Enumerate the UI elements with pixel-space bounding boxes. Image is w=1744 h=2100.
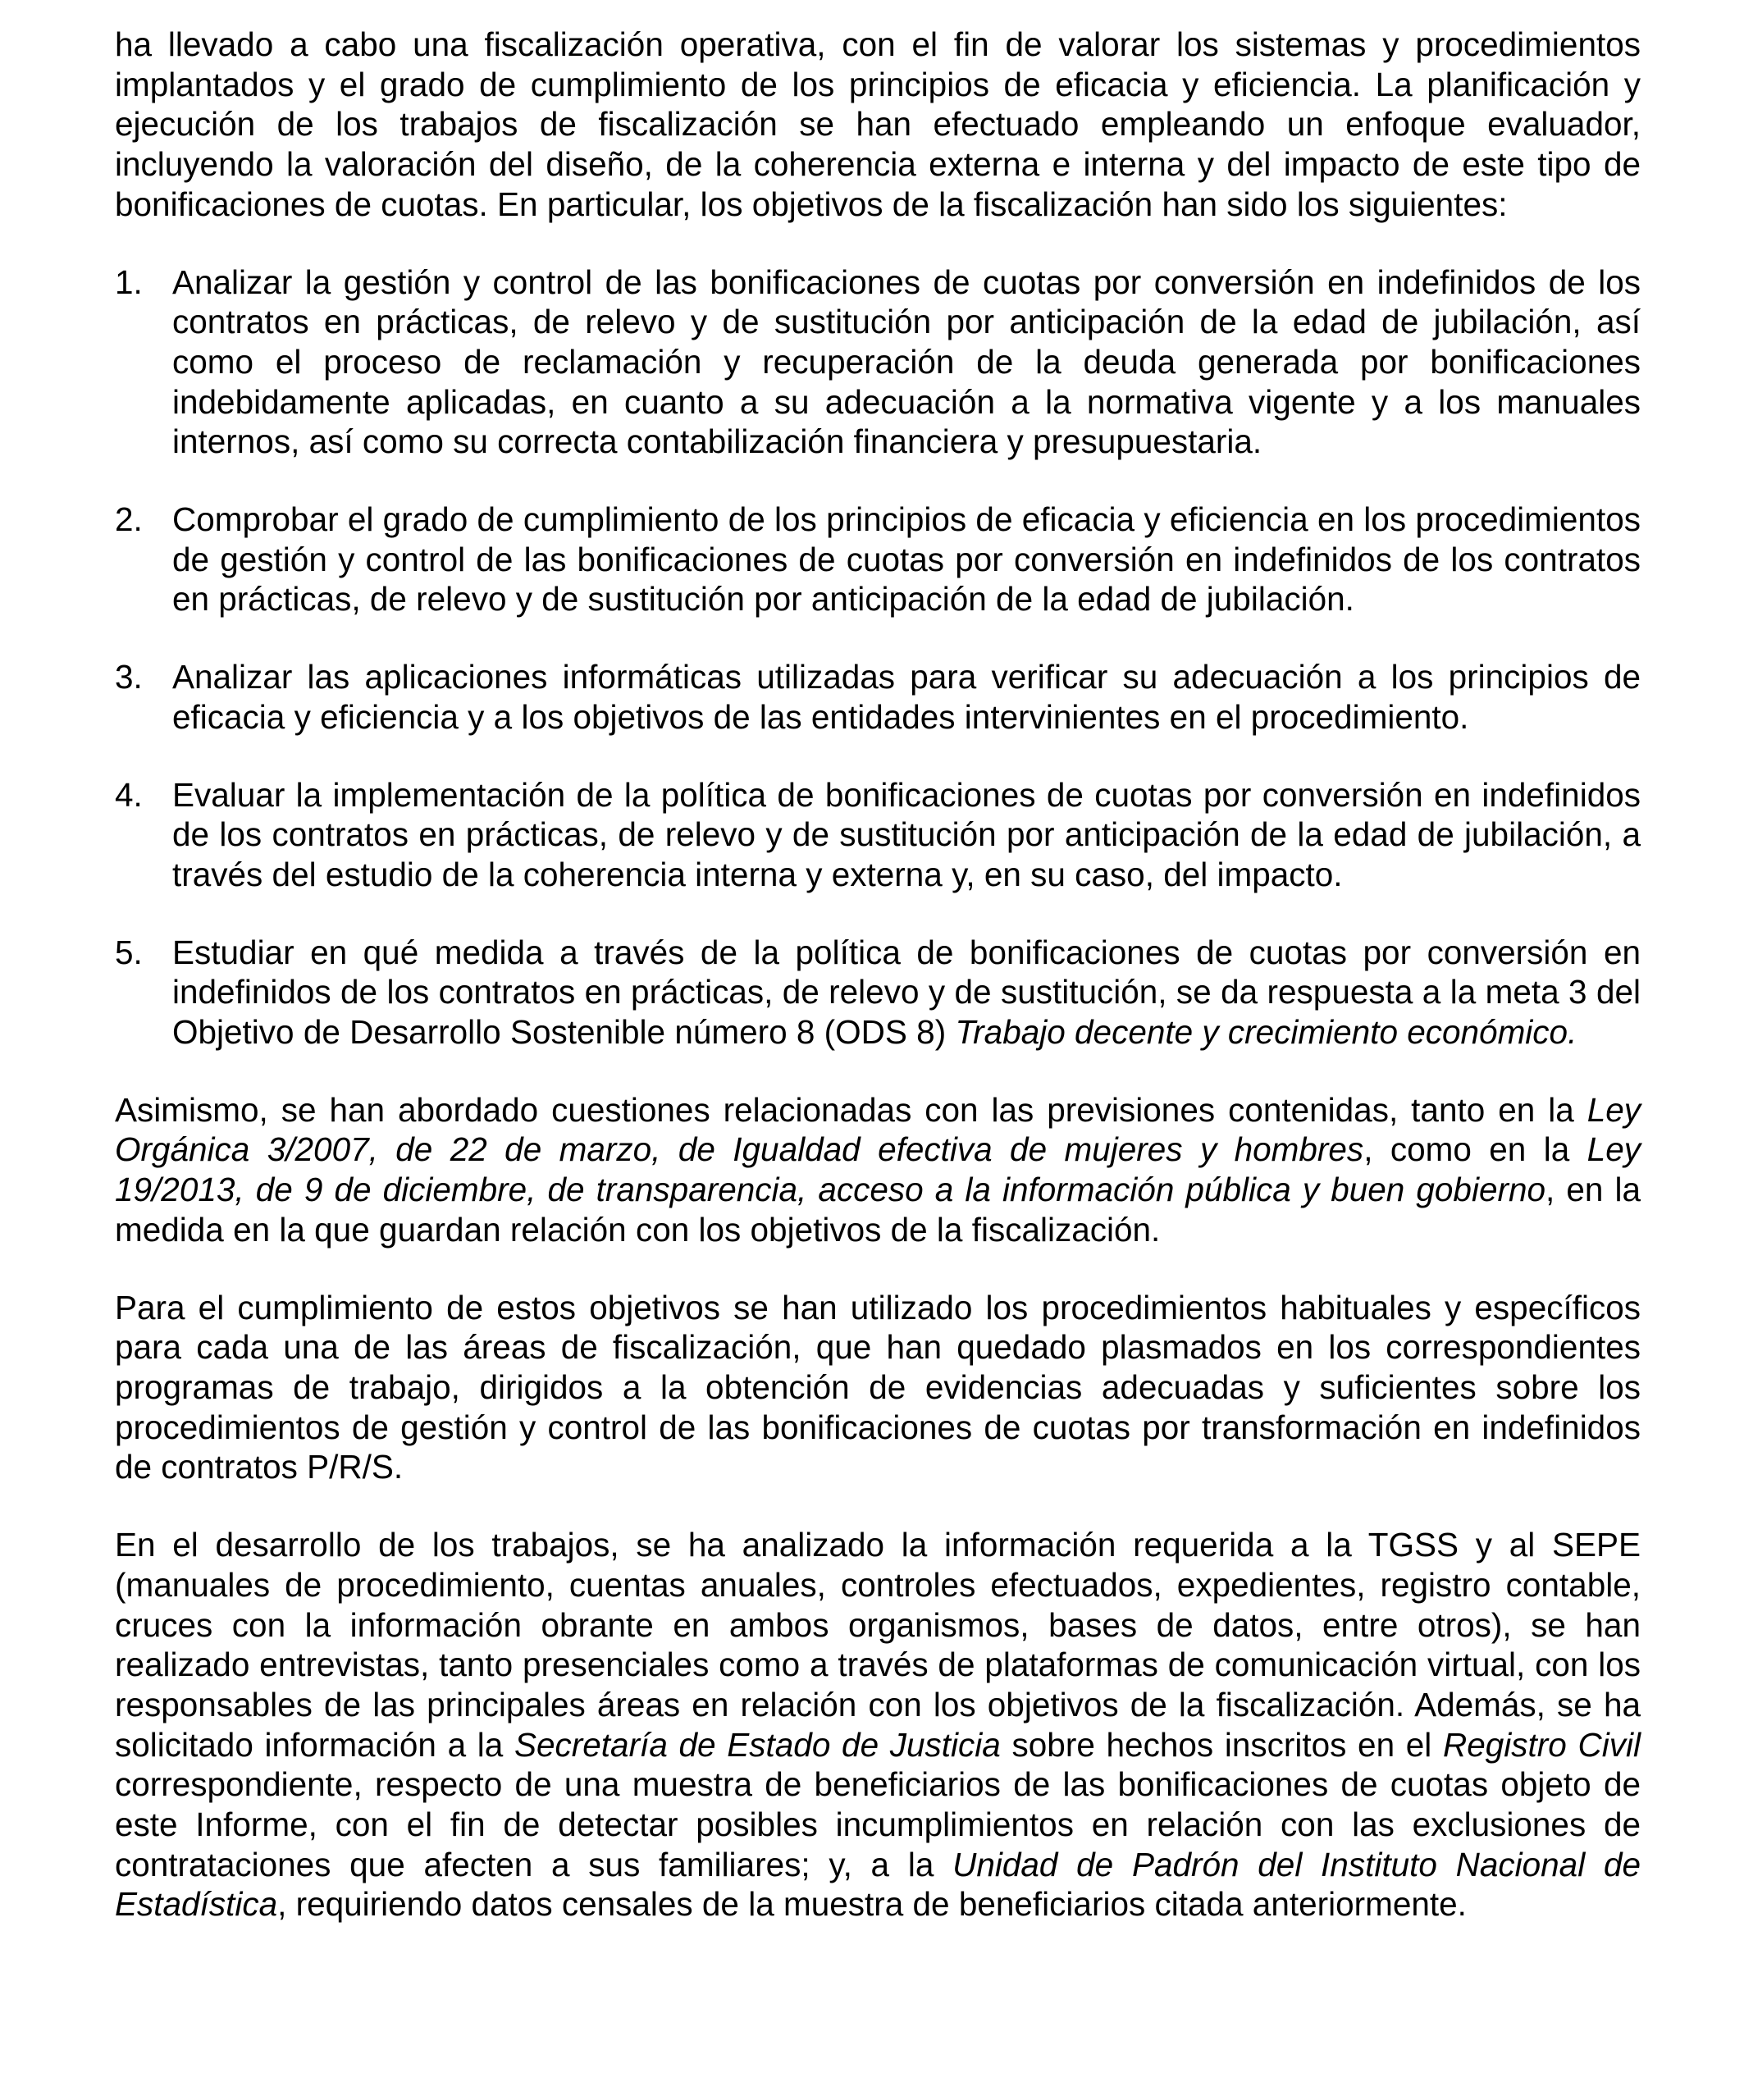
- objective-text: Comprobar el grado de cumplimiento de los principios de eficacia y eficiencia en los procedimientos de gestión y control de las bonificaciones de cuotas por conversión en indefinidos de los contratos en prácticas, de relevo y de sustitución por anticipación de la edad de jubilación.: [172, 500, 1641, 619]
- institution-reference: Secretaría de Estado de Justicia: [514, 1725, 1001, 1764]
- text-run: Asimismo, se han abordado cuestiones relacionadas con las previsiones contenidas, tanto en la: [115, 1090, 1587, 1129]
- text-run: En el desarrollo de los trabajos, se ha analizado la información requerida a la TGSS y al SEPE (manuales de procedimiento, cuentas anuales, controles efectuados, expedientes, registro contable, cruces con la información obrante en ambos organismos, bases de datos, entre otros), se han realizado entrevistas, tanto presenciales como a través de plataformas de comunicación virtual, con los responsables de las principales áreas en relación con los objetivos de la fiscalización. Además, se ha solicitado información a la: [115, 1526, 1641, 1764]
- text-run: , como en la: [1363, 1130, 1587, 1169]
- objective-text: Evaluar la implementación de la política de bonificaciones de cuotas por conversión en indefinidos de los contratos en prácticas, de relevo y de sustitución por anticipación de la edad de jubilación, a través del estudio de la coherencia interna y externa y, en su caso, del impacto.: [172, 775, 1641, 893]
- objective-number: 1.: [115, 262, 143, 301]
- objective-number: 3.: [115, 658, 143, 696]
- procedures-paragraph: Para el cumplimiento de estos objetivos se han utilizado los procedimientos habituales y específicos para cada una de las áreas de fiscalización, que han quedado plasmados en los correspondientes programas de trabajo, dirigidos a la obtención de evidencias adecuadas y suficientes sobre los procedimientos de gestión y control de las bonificaciones de cuotas por transformación en indefinidos de contratos P/R/S.: [115, 1288, 1641, 1486]
- institution-reference: Unidad de Padrón del Instituto Nacional de Estadística: [115, 1845, 1641, 1924]
- objective-number: 2.: [115, 500, 143, 539]
- objective-text: Estudiar en qué medida a través de la política de bonificaciones de cuotas por conversión en indefinidos de los contratos en prácticas, de relevo y de sustitución, se da respuesta a la meta 3 del Objetivo de Desarrollo Sostenible número 8 (ODS 8): [172, 933, 1641, 1052]
- law-reference: Ley 19/2013, de 9 de diciembre, de transparencia, acceso a la información pública y buen gobierno: [115, 1130, 1641, 1209]
- document-page: [115, 25, 1641, 1924]
- text-run: sobre hechos inscritos en el: [1000, 1725, 1443, 1764]
- institution-reference: Registro Civil: [1443, 1725, 1641, 1764]
- objective-number: 5.: [115, 933, 143, 971]
- objective-item: [115, 262, 1641, 463]
- objective-text: Analizar la gestión y control de las bonificaciones de cuotas por conversión en indefinidos de los contratos en prácticas, de relevo y de sustitución por anticipación de la edad de jubilación, así como el proceso de reclamación y recuperación de la deuda generada por bonificaciones indebidamente aplicadas, en cuanto a su adecuación a la normativa vigente y a los manuales internos, así como su correcta contabilización financiera y presupuestaria.: [172, 262, 1641, 461]
- text-run: correspondiente, respecto de una muestra de beneficiarios de las bonificaciones de cuotas objeto de este Informe, con el fin de detectar posibles incumplimientos en relación con las exclusiones de contrataciones que afecten a sus familiares; y, a la: [115, 1765, 1641, 1883]
- objectives-list: [115, 262, 1641, 1052]
- objective-text: Analizar las aplicaciones informáticas utilizadas para verificar su adecuación a los principios de eficacia y eficiencia y a los objetivos de las entidades intervinientes en el procedimiento.: [172, 658, 1641, 736]
- text-run: , en la medida en la que guardan relación con los objetivos de la fiscalización.: [115, 1171, 1641, 1249]
- objective-item: [115, 933, 1641, 1052]
- intro-paragraph: ha llevado a cabo una fiscalización operativa, con el fin de valorar los sistemas y procedimientos implantados y el grado de cumplimiento de los principios de eficacia y eficiencia. La planificación y ejecución de los trabajos de fiscalización se han efectuado empleando un enfoque evaluador, incluyendo la valoración del diseño, de la coherencia externa e interna y del impacto de este tipo de bonificaciones de cuotas. En particular, los objetivos de la fiscalización han sido los siguientes:: [115, 25, 1641, 223]
- text-run: , requiriendo datos censales de la muestra de beneficiarios citada anteriormente.: [277, 1885, 1467, 1924]
- objective-italic-text: Trabajo decente y crecimiento económico.: [955, 1013, 1577, 1052]
- objective-item: [115, 500, 1641, 619]
- law-reference: Ley Orgánica 3/2007, de 22 de marzo, de Igualdad efectiva de mujeres y hombres: [115, 1090, 1641, 1169]
- development-paragraph: [115, 1525, 1641, 1924]
- objective-number: 4.: [115, 775, 143, 814]
- asimismo-paragraph: [115, 1090, 1641, 1250]
- objective-item: [115, 657, 1641, 737]
- objective-item: [115, 775, 1641, 895]
